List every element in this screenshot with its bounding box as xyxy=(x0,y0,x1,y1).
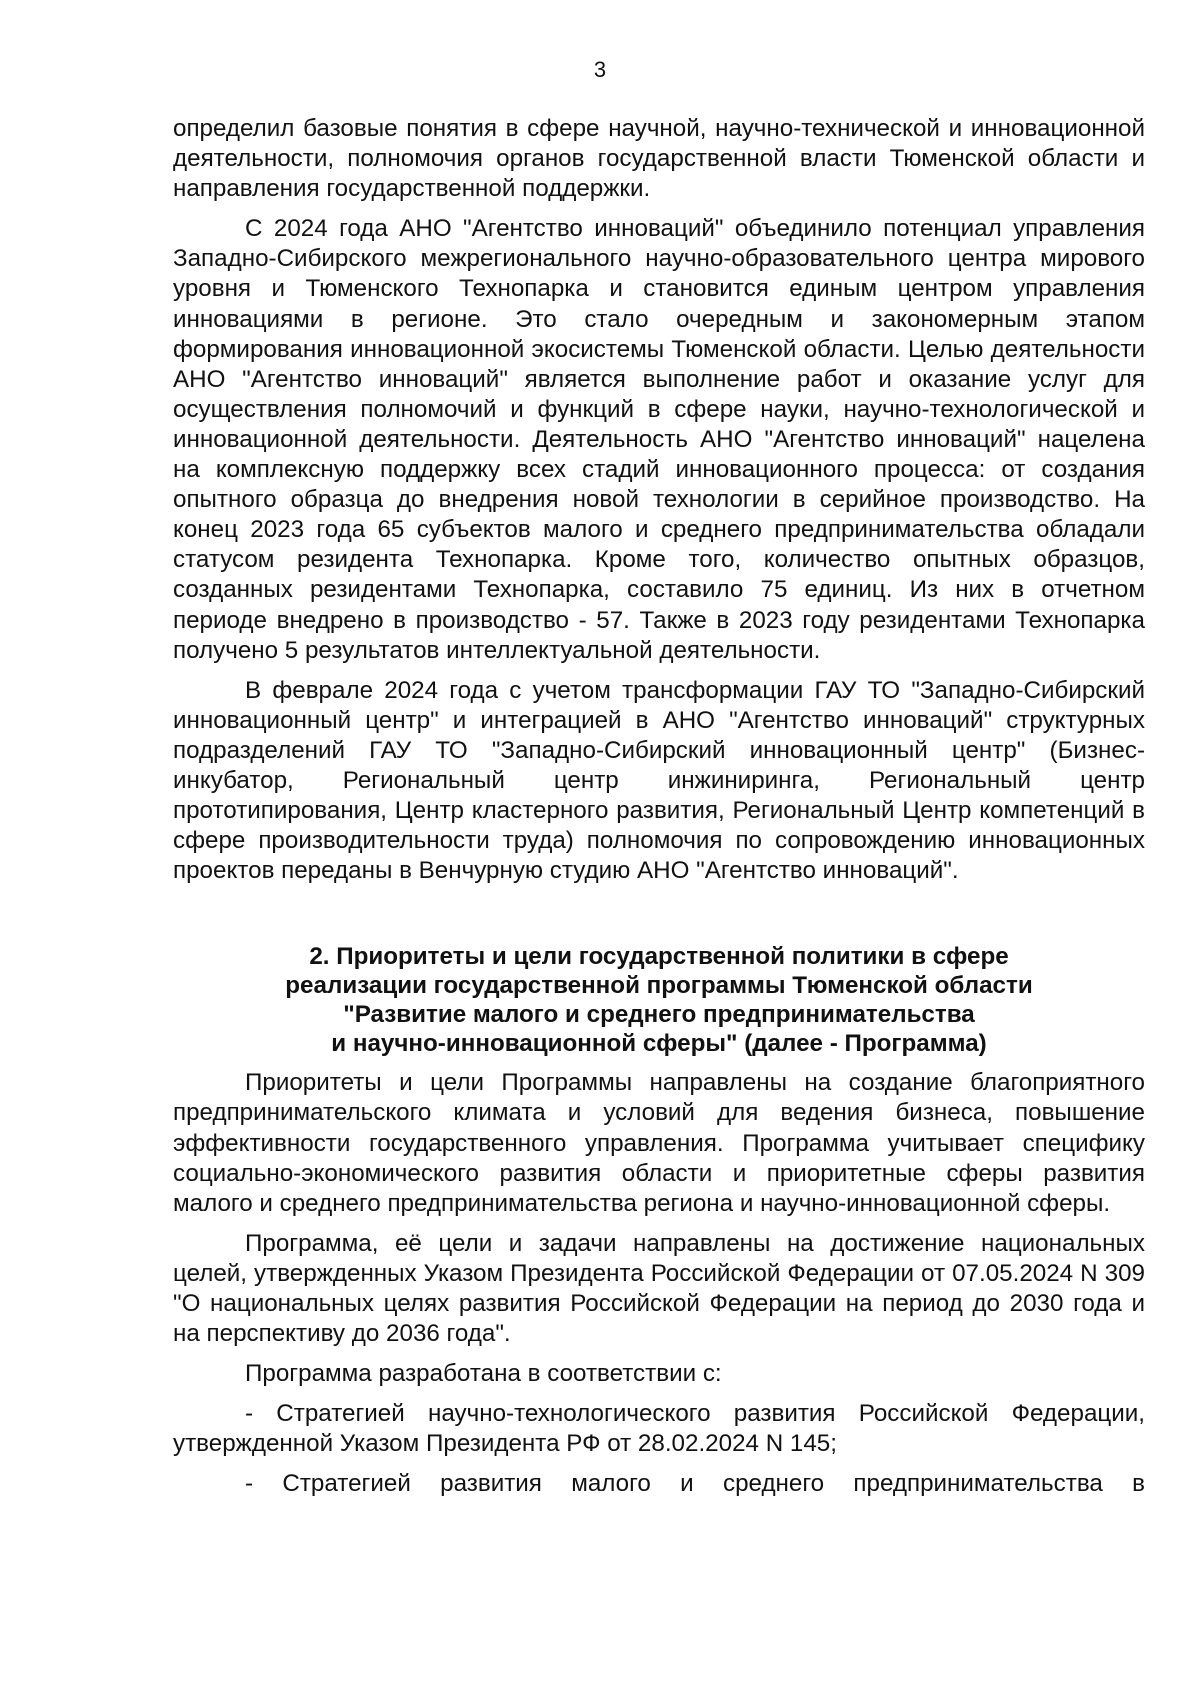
section-title-line: и научно-инновационной сферы" (далее - Программа) xyxy=(331,1030,987,1058)
page-number: 3 xyxy=(593,57,607,82)
list-item-strategy-sme: - Стратегией развития малого и среднего предпринимательства в xyxy=(245,1470,1145,1498)
section-title-line: реализации государственной программы Тюменской области xyxy=(285,972,1033,1000)
section-title xyxy=(173,942,1145,1058)
paragraph-continuation: определил базовые понятия в сфере научной, научно-технической и инновационной деятельности, полномочия органов государственной власти Тюменской области и направления государственной поддержки. xyxy=(173,115,1145,203)
paragraph-priorities: Приоритеты и цели Программы направлены на создание благоприятного предпринимательского климата и условий для ведения бизнеса, повышение эффективности государственного управления. Программа учитывает специфику социально-экономического развития области и приоритетные сферы развития малого и среднего предпринимательства региона и научно-инновационной сферы. xyxy=(173,1069,1145,1217)
section-title-line: "Развитие малого и среднего предпринимательства xyxy=(343,1001,975,1029)
document-body xyxy=(173,114,1145,1510)
paragraph-national-goals: Программа, её цели и задачи направлены на достижение национальных целей, утвержденных Указом Президента Российской Федерации от 07.05.2024 N 309 "О национальных целях развития Российской Федерации на период до 2030 года и на перспективу до 2036 года". xyxy=(173,1229,1145,1348)
paragraph-developed-according: Программа разработана в соответствии с: xyxy=(245,1360,722,1388)
paragraph-agency-innovations: С 2024 года АНО "Агентство инноваций" объединило потенциал управления Западно-Сибирского межрегионального научно-образовательного центра мирового уровня и Тюменского Технопарка и становится единым центром управления инновациями в регионе. Это стало очередным и закономерным этапом формирования инновационной экосистемы Тюменской области. Целью деятельности АНО "Агентство инноваций" является выполнение работ и оказание услуг для осуществления полномочий и функций в сфере науки, научно-технологической и инновационной деятельности. Деятельность АНО "Агентство инноваций" нацелена на комплексную поддержку всех стадий инновационного процесса: от создания опытного образца до внедрения новой технологии в серийное производство. На конец 2023 года 65 субъектов малого и среднего предпринимательства обладали статусом резидента Технопарка. Кроме того, количество опытных образцов, созданных резидентами Технопарка, составило 75 единиц. Из них в отчетном периоде внедрено в производство - 57. Также в 2023 году резидентами Технопарка получено 5 результатов интеллектуальной деятельности. xyxy=(173,215,1145,664)
list-item-strategy-science: - Стратегией научно-технологического развития Российской Федерации, утвержденной Указом Президента РФ от 28.02.2024 N 145; xyxy=(173,1400,1145,1458)
section-title-line: 2. Приоритеты и цели государственной политики в сфере xyxy=(309,943,1009,971)
paragraph-transformation: В феврале 2024 года с учетом трансформации ГАУ ТО "Западно-Сибирский инновационный центр" и интеграцией в АНО "Агентство инноваций" структурных подразделений ГАУ ТО "Западно-Сибирский инновационный центр" (Бизнес-инкубатор, Региональный центр инжиниринга, Региональный центр прототипирования, Центр кластерного развития, Региональный Центр компетенций в сфере производительности труда) полномочия по сопровождению инновационных проектов переданы в Венчурную студию АНО "Агентство инноваций". xyxy=(173,676,1145,885)
